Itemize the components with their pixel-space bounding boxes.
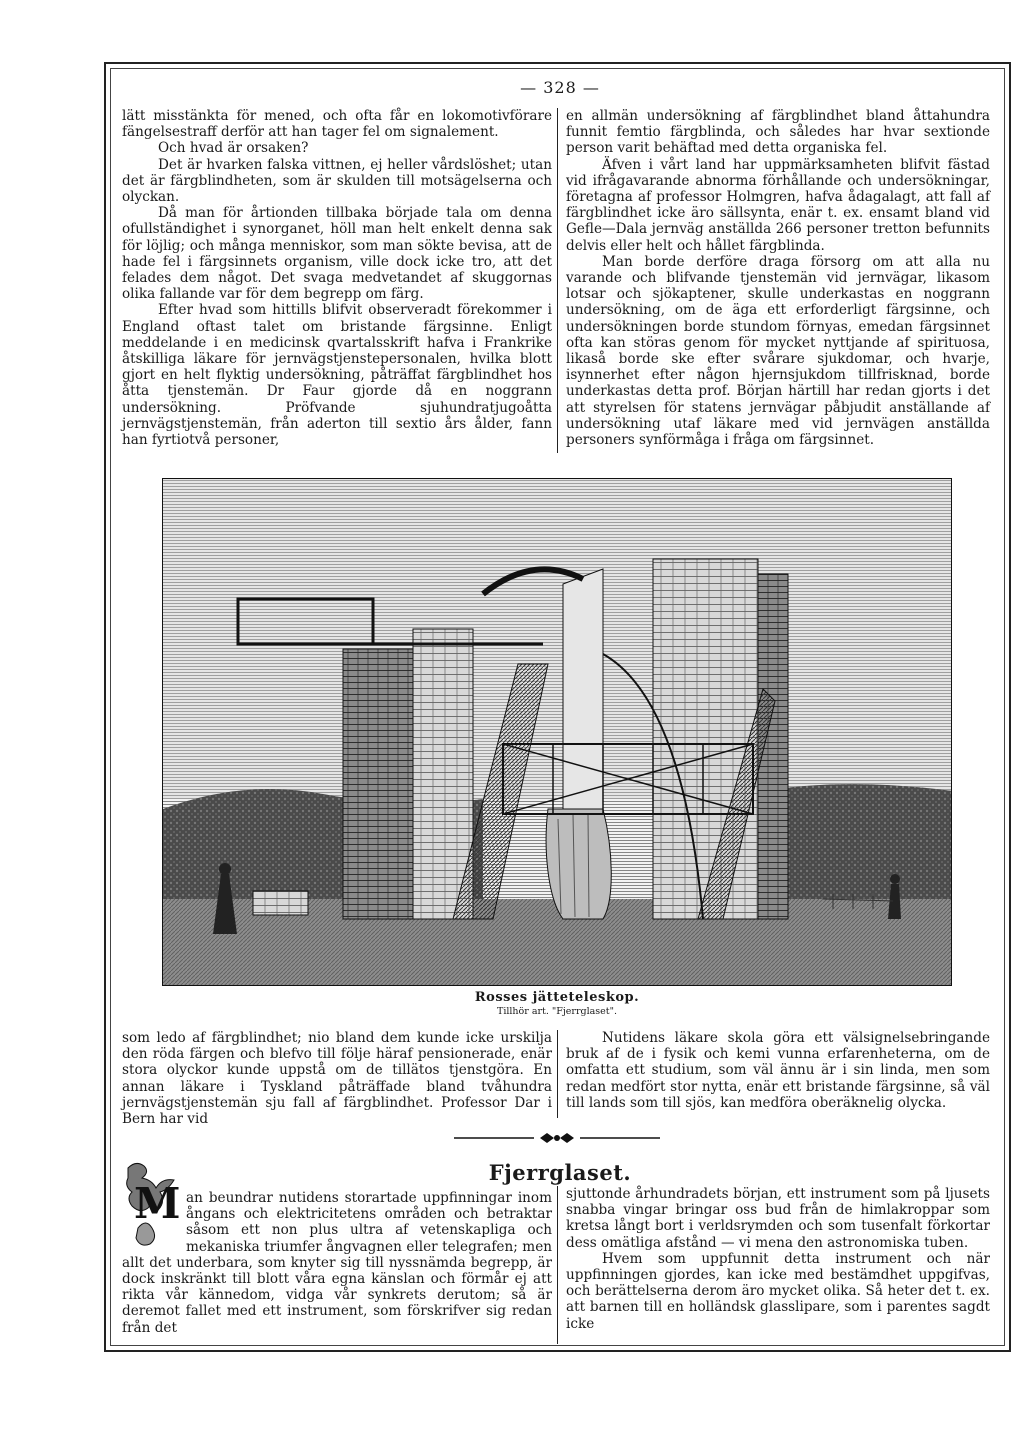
column-left-bottom [122, 1190, 552, 1336]
paragraph: Då man för årtionden tillbaka började tala om denna ofullständighet i synorganet, höll man helt enkelt denna sak för löjlig; och många menniskor, som man sökte bevisa, att de hade fel i färgsinnets organism, ville dock icke tro, att det felades dem något. Det svaga medvetandet af skuggornas olika fallande var för dem begrepp om färg. [122, 205, 552, 303]
paragraph [122, 1190, 552, 1336]
paragraph: Efter hvad som hittills blifvit observeradt förekommer i England oftast talet om bristande färgsinne. Enligt meddelande i en medicinsk qvartalsskrift hafva i Frankrike åtskilliga läkare för jernvägstjenstepersonalen, hvilka blott gjort en helt flyktig undersökning, påträffat färgblindhet hos åtta tjenstemän. Dr Faur gjorde då en noggrann undersökning. Pröfvande sjuhundratjugoåtta jernvägstjenstemän, från aderton till sextio års ålder, fann han fyrtiotvå personer, [122, 302, 552, 449]
paragraph: Hvem som uppfunnit detta instrument och när uppfinningen gjordes, kan icke med bestämdhet uppgifvas, och berättelserna derom äro mycket olika. Så heter det t. ex. att barnen till en holländsk glasslipare, som i parentes sagdt icke [566, 1250, 990, 1332]
column-left-top [122, 108, 552, 448]
paragraph: sjuttonde århundradets början, ett instrument som på ljusets snabba vingar bringar oss bud från de himlakroppar som kretsa långt bort i verldsrymden och som tusenfalt förkortar dess omätliga afstånd — vi mena den astronomiska tuben. [566, 1186, 990, 1251]
section-ornament [454, 1131, 660, 1145]
paragraph: Man borde derföre draga försorg om att alla nu varande och blifvande tjenstemän vid jernvägar, likasom lotsar och sjökaptener, skulle underkastas en noggrann undersökning, om de äga ett erforderligt färgsinne, och undersökningen borde stundom förnyas, emedan färgsinnet ofta kan störas genom för mycket nyttjande af spirituosa, likaså borde ske efter svårare sjukdomar, och hvarje, isynnerhet efter någon hjernsjukdom tillfrisknad, borde underkastas detta prof. Början härtill har redan gjorts i det att styrelsen för statens jernvägar påbjudit anställande af undersökning utaf läkare med vid jernvägen anställda personers synförmåga i fråga om färgsinnet. [566, 253, 990, 449]
dropcap-letter: M [134, 1179, 181, 1228]
section-title: Fjerrglaset. [488, 1160, 632, 1185]
paragraph: lätt misstänkta för mened, och ofta får en lokomotivförare fängelsestraff derför att han tager fel om signalement. [122, 108, 552, 141]
column-right-middle [566, 1030, 990, 1111]
paragraph: Och hvad är orsaken? [158, 140, 309, 157]
page-number: — 328 — [520, 78, 600, 97]
figure-caption: Rosses jätteteleskop. [474, 990, 640, 1005]
column-right-bottom [566, 1186, 990, 1332]
column-divider [557, 1030, 558, 1118]
telescope-engraving [162, 478, 952, 986]
column-left-middle [122, 1030, 552, 1127]
column-divider [557, 1186, 558, 1344]
paragraph: Nutidens läkare skola göra ett välsignelsebringande bruk af de i fysik och kemi vunna erfarenheterna, om de omfatta ett studium, som väl ännu är i sin linda, men som redan medfört stor nytta, enär ett bristande färgsinne, så väl till lands som till sjös, kan medföra oberäknelig olycka. [566, 1030, 990, 1111]
intro-text: an beundrar nutidens storartade uppfinningar inom ångans och elektricitetens områden och betraktar såsom ett non plus ultra af vetenskapliga och mekaniska triumfer ångvagnen eller telegrafen; men allt det underbara, som knyter sig till nyssnämda begrepp, är dock inskränkt till blott våra egna känslan och förmår ej att rikta vår kännedom, vidga vår synkrets derutom; så är deremot fallet med ett instrument, som förskrifver sig redan från det [122, 1190, 552, 1336]
figure-subcaption: Tillhör art. "Fjerrglaset". [496, 1006, 617, 1017]
column-right-top [566, 108, 990, 448]
paragraph: Det är hvarken falska vittnen, ej heller vårdslöshet; utan det är färgblindheten, som är skulden till motsägelserna och olyckan. [122, 156, 552, 206]
column-divider [557, 108, 558, 453]
paragraph: en allmän undersökning af färgblindhet bland åttahundra funnit femtio färgblinda, och således har hvar sextionde person varit behäftad med detta organiska fel. [566, 108, 990, 157]
paragraph: Äfven i vårt land har uppmärksamheten blifvit fästad vid ifrågavarande abnorma förhållande och undersökningar, företagna af professor Holmgren, hafva ådagalagt, att fall af färgblindhet icke äro sällsynta, enär t. ex. ensamt bland vid Gefle—Dala jernväg anställda 266 personer tretton befunnits delvis eller helt och hållet färgblinda. [566, 156, 990, 254]
paragraph: som ledo af färgblindhet; nio bland dem kunde icke urskilja den röda färgen och blefvo till följe häraf pensionerade, enär stora olyckor kunde uppstå om de tillätos tjenstgöra. En annan läkare i Tyskland påträffade bland tvåhundra jernvägstjenstemän sju fall af färgblindhet. Professor Dar i Bern har vid [122, 1030, 552, 1128]
